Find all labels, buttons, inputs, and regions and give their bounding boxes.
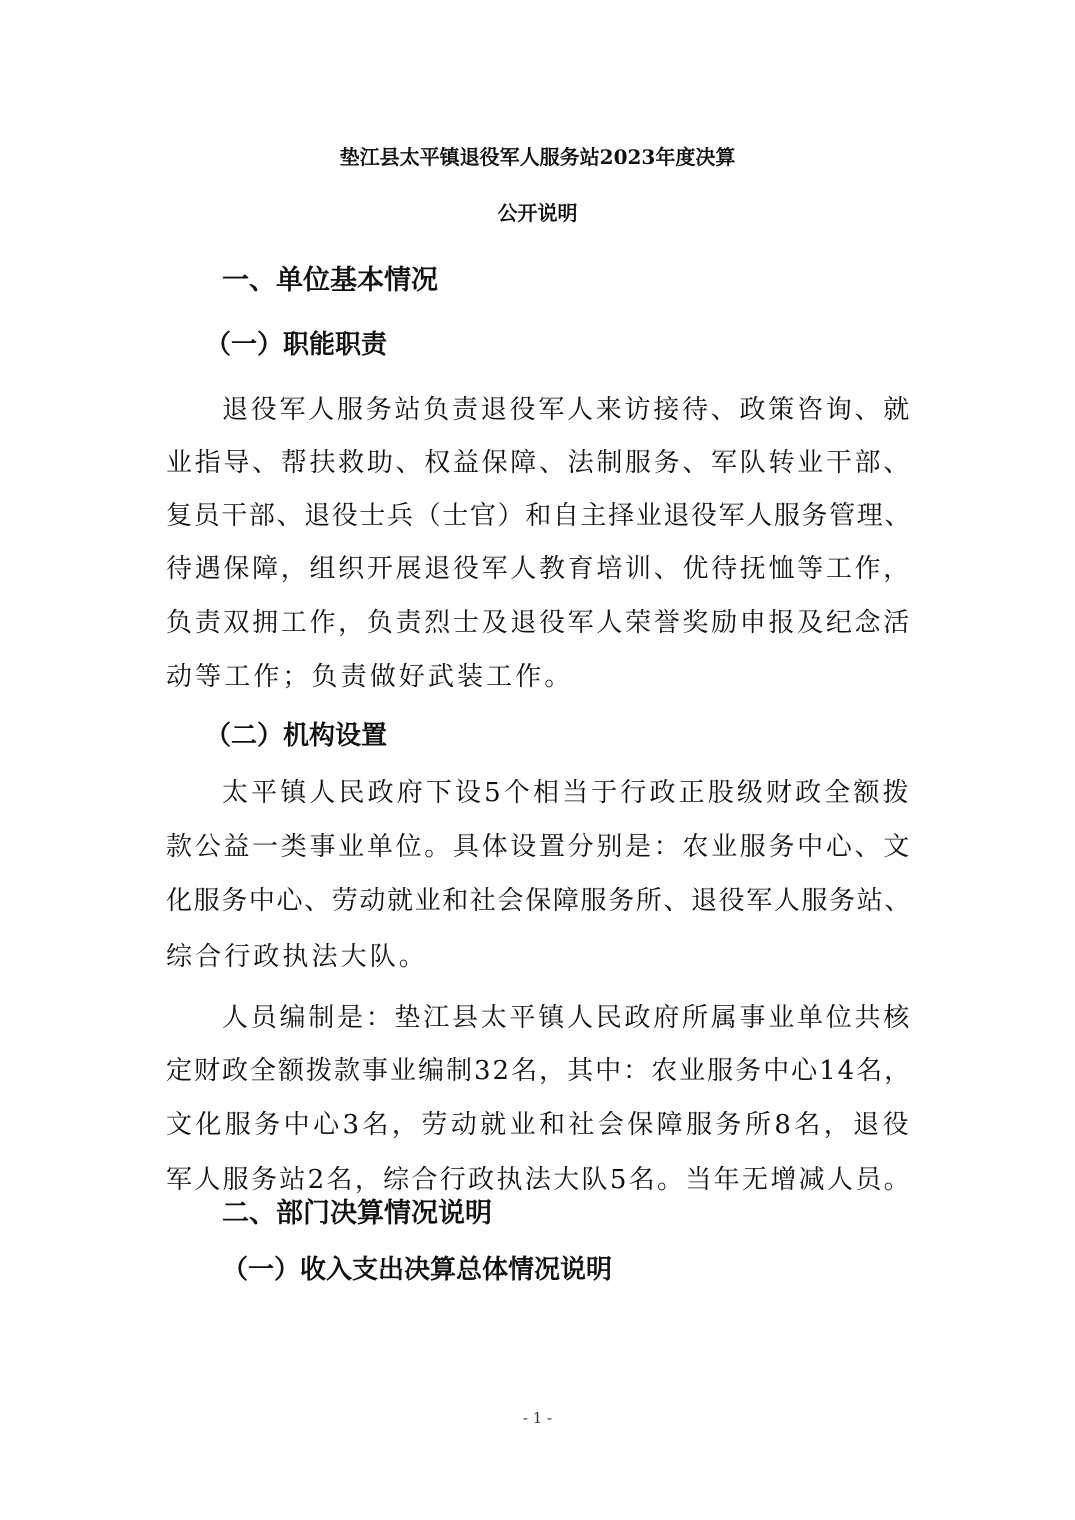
paragraph-line: 文化服务中心3名，劳动就业和社会保障服务所8名，退役	[166, 1110, 913, 1140]
page-number: - 1 -	[522, 1409, 553, 1427]
paragraph-line: 退役军人服务站负责退役军人来访接待、政策咨询、就	[222, 395, 913, 425]
document-title-line-2: 公开说明	[497, 201, 578, 225]
paragraph-line: 太平镇人民政府下设5个相当于行政正股级财政全额拨	[222, 778, 912, 808]
paragraph-line: 综合行政执法大队。	[166, 942, 428, 972]
section-1-sub-2-heading: （二）机构设置	[205, 721, 388, 751]
paragraph-line: 负责双拥工作，负责烈士及退役军人荣誉奖励申报及纪念活	[166, 608, 912, 638]
document-title-line-1: 垫江县太平镇退役军人服务站2023年度决算	[339, 145, 736, 169]
section-2-heading: 二、部门决算情况说明	[222, 1198, 492, 1229]
paragraph-line: 款公益一类事业单位。具体设置分别是：农业服务中心、文	[166, 832, 912, 862]
section-2-sub-1-heading: （一）收入支出决算总体情况说明	[222, 1255, 613, 1285]
paragraph-line: 复员干部、退役士兵（士官）和自主择业退役军人服务管理、	[166, 501, 913, 531]
paragraph-line: 定财政全额拨款事业编制32名，其中：农业服务中心14名，	[166, 1056, 913, 1086]
section-1-sub-1-heading: （一）职能职责	[205, 330, 388, 360]
paragraph-line: 化服务中心、劳动就业和社会保障服务所、退役军人服务站、	[166, 886, 913, 916]
paragraph-line: 军人服务站2名，综合行政执法大队5名。当年无增减人员。	[166, 1165, 912, 1195]
paragraph-line: 人员编制是：垫江县太平镇人民政府所属事业单位共核	[222, 1003, 913, 1033]
paragraph-line: 业指导、帮扶救助、权益保障、法制服务、军队转业干部、	[166, 448, 912, 478]
section-1-heading: 一、单位基本情况	[222, 265, 438, 296]
paragraph-line: 待遇保障，组织开展退役军人教育培训、优待抚恤等工作，	[166, 554, 912, 584]
paragraph-line: 动等工作；负责做好武装工作。	[166, 662, 574, 692]
